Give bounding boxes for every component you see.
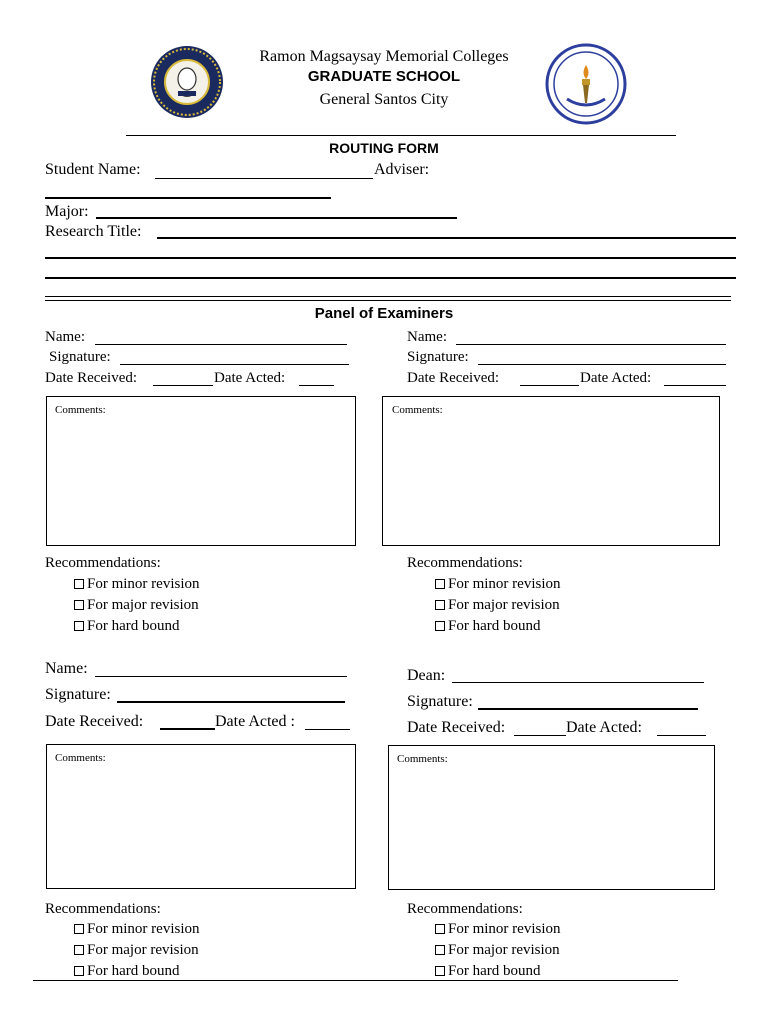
checkbox-icon[interactable] xyxy=(74,966,84,976)
panel1-comments-label: Comments: xyxy=(55,404,106,416)
checkbox-icon[interactable] xyxy=(435,600,445,610)
dean-date-received-label: Date Received: xyxy=(407,719,506,736)
major-label: Major: xyxy=(45,203,89,220)
panel1-option-major[interactable]: For major revision xyxy=(74,596,199,614)
panel2-signature-label: Signature: xyxy=(407,349,469,365)
school-seal-left xyxy=(150,45,224,119)
panel3-signature-label: Signature: xyxy=(45,686,111,703)
panel2-date-acted-field[interactable] xyxy=(664,385,726,386)
dean-label: Dean: xyxy=(407,667,446,684)
research-title-field-3[interactable] xyxy=(45,277,736,279)
adviser-field[interactable] xyxy=(45,197,331,199)
panel1-option-minor[interactable]: For minor revision xyxy=(74,575,200,593)
checkbox-icon[interactable] xyxy=(74,924,84,934)
panel2-option-hard-bound[interactable]: For hard bound xyxy=(435,617,541,635)
panel2-name-label: Name: xyxy=(407,329,447,345)
panel1-date-received-field[interactable] xyxy=(153,385,213,386)
panel3-date-received-label: Date Received: xyxy=(45,713,144,730)
dean-option-major[interactable]: For major revision xyxy=(435,941,560,959)
dean-date-received-field[interactable] xyxy=(514,735,566,736)
panel3-recommendations-label: Recommendations: xyxy=(45,901,161,917)
panel3-signature-field[interactable] xyxy=(117,701,345,703)
panel2-comments-label: Comments: xyxy=(392,404,443,416)
dean-date-acted-field[interactable] xyxy=(657,735,706,736)
form-title: ROUTING FORM xyxy=(329,140,439,156)
panel3-comments-box[interactable] xyxy=(46,744,356,889)
school-name: GRADUATE SCHOOL xyxy=(307,68,461,85)
dean-signature-field[interactable] xyxy=(478,708,698,710)
panel3-date-acted-field[interactable] xyxy=(305,729,350,730)
panel2-recommendations-label: Recommendations: xyxy=(407,555,523,571)
research-title-field-2[interactable] xyxy=(45,257,736,259)
panel1-signature-label: Signature: xyxy=(49,349,111,365)
panel1-option-hard-bound[interactable]: For hard bound xyxy=(74,617,180,635)
major-field[interactable] xyxy=(96,217,457,219)
checkbox-icon[interactable] xyxy=(74,621,84,631)
panel1-name-field[interactable] xyxy=(95,344,347,345)
panel2-comments-box[interactable] xyxy=(382,396,720,546)
research-title-label: Research Title: xyxy=(45,223,142,240)
checkbox-icon[interactable] xyxy=(435,579,445,589)
section-divider-bottom xyxy=(45,300,731,301)
checkbox-icon[interactable] xyxy=(435,966,445,976)
dean-option-hard-bound[interactable]: For hard bound xyxy=(435,962,541,980)
panel2-option-minor[interactable]: For minor revision xyxy=(435,575,561,593)
panel2-date-received-label: Date Received: xyxy=(407,370,500,386)
dean-date-acted-label: Date Acted: xyxy=(566,719,642,736)
panel1-recommendations-label: Recommendations: xyxy=(45,555,161,571)
student-name-label: Student Name: xyxy=(45,161,141,178)
panel2-name-field[interactable] xyxy=(456,344,726,345)
adviser-label: Adviser: xyxy=(374,161,430,178)
panel3-option-major[interactable]: For major revision xyxy=(74,941,199,959)
dean-name-field[interactable] xyxy=(452,682,704,683)
panel3-name-label: Name: xyxy=(45,660,88,677)
panel2-date-acted-label: Date Acted: xyxy=(580,370,652,386)
header-divider xyxy=(126,135,676,136)
research-title-field-1[interactable] xyxy=(157,237,736,239)
panel1-name-label: Name: xyxy=(45,329,85,345)
section-divider-top xyxy=(45,296,731,297)
panel1-signature-field[interactable] xyxy=(120,364,349,365)
panel1-date-acted-label: Date Acted: xyxy=(214,370,286,386)
panel2-date-received-field[interactable] xyxy=(520,385,579,386)
panel3-option-minor[interactable]: For minor revision xyxy=(74,920,200,938)
checkbox-icon[interactable] xyxy=(74,600,84,610)
school-city: General Santos City xyxy=(319,91,449,108)
panel3-name-field[interactable] xyxy=(95,676,347,677)
dean-recommendations-label: Recommendations: xyxy=(407,901,523,917)
checkbox-icon[interactable] xyxy=(74,945,84,955)
panel2-option-major[interactable]: For major revision xyxy=(435,596,560,614)
institution-name: Ramon Magsaysay Memorial Colleges xyxy=(259,48,509,65)
panel1-comments-box[interactable] xyxy=(46,396,356,546)
graduate-program-logo xyxy=(545,43,627,125)
dean-option-minor[interactable]: For minor revision xyxy=(435,920,561,938)
panel-heading: Panel of Examiners xyxy=(314,305,454,322)
student-name-field[interactable] xyxy=(155,178,373,179)
dean-comments-label: Comments: xyxy=(397,753,448,765)
dean-signature-label: Signature: xyxy=(407,693,473,710)
panel3-date-acted-label: Date Acted : xyxy=(215,713,295,730)
panel2-signature-field[interactable] xyxy=(478,364,726,365)
dean-comments-box[interactable] xyxy=(388,745,715,890)
checkbox-icon[interactable] xyxy=(74,579,84,589)
checkbox-icon[interactable] xyxy=(435,945,445,955)
footer-divider xyxy=(33,980,678,981)
panel3-date-received-field[interactable] xyxy=(160,728,215,730)
panel3-option-hard-bound[interactable]: For hard bound xyxy=(74,962,180,980)
panel1-date-received-label: Date Received: xyxy=(45,370,138,386)
checkbox-icon[interactable] xyxy=(435,924,445,934)
checkbox-icon[interactable] xyxy=(435,621,445,631)
panel3-comments-label: Comments: xyxy=(55,752,106,764)
panel1-date-acted-field[interactable] xyxy=(299,385,334,386)
